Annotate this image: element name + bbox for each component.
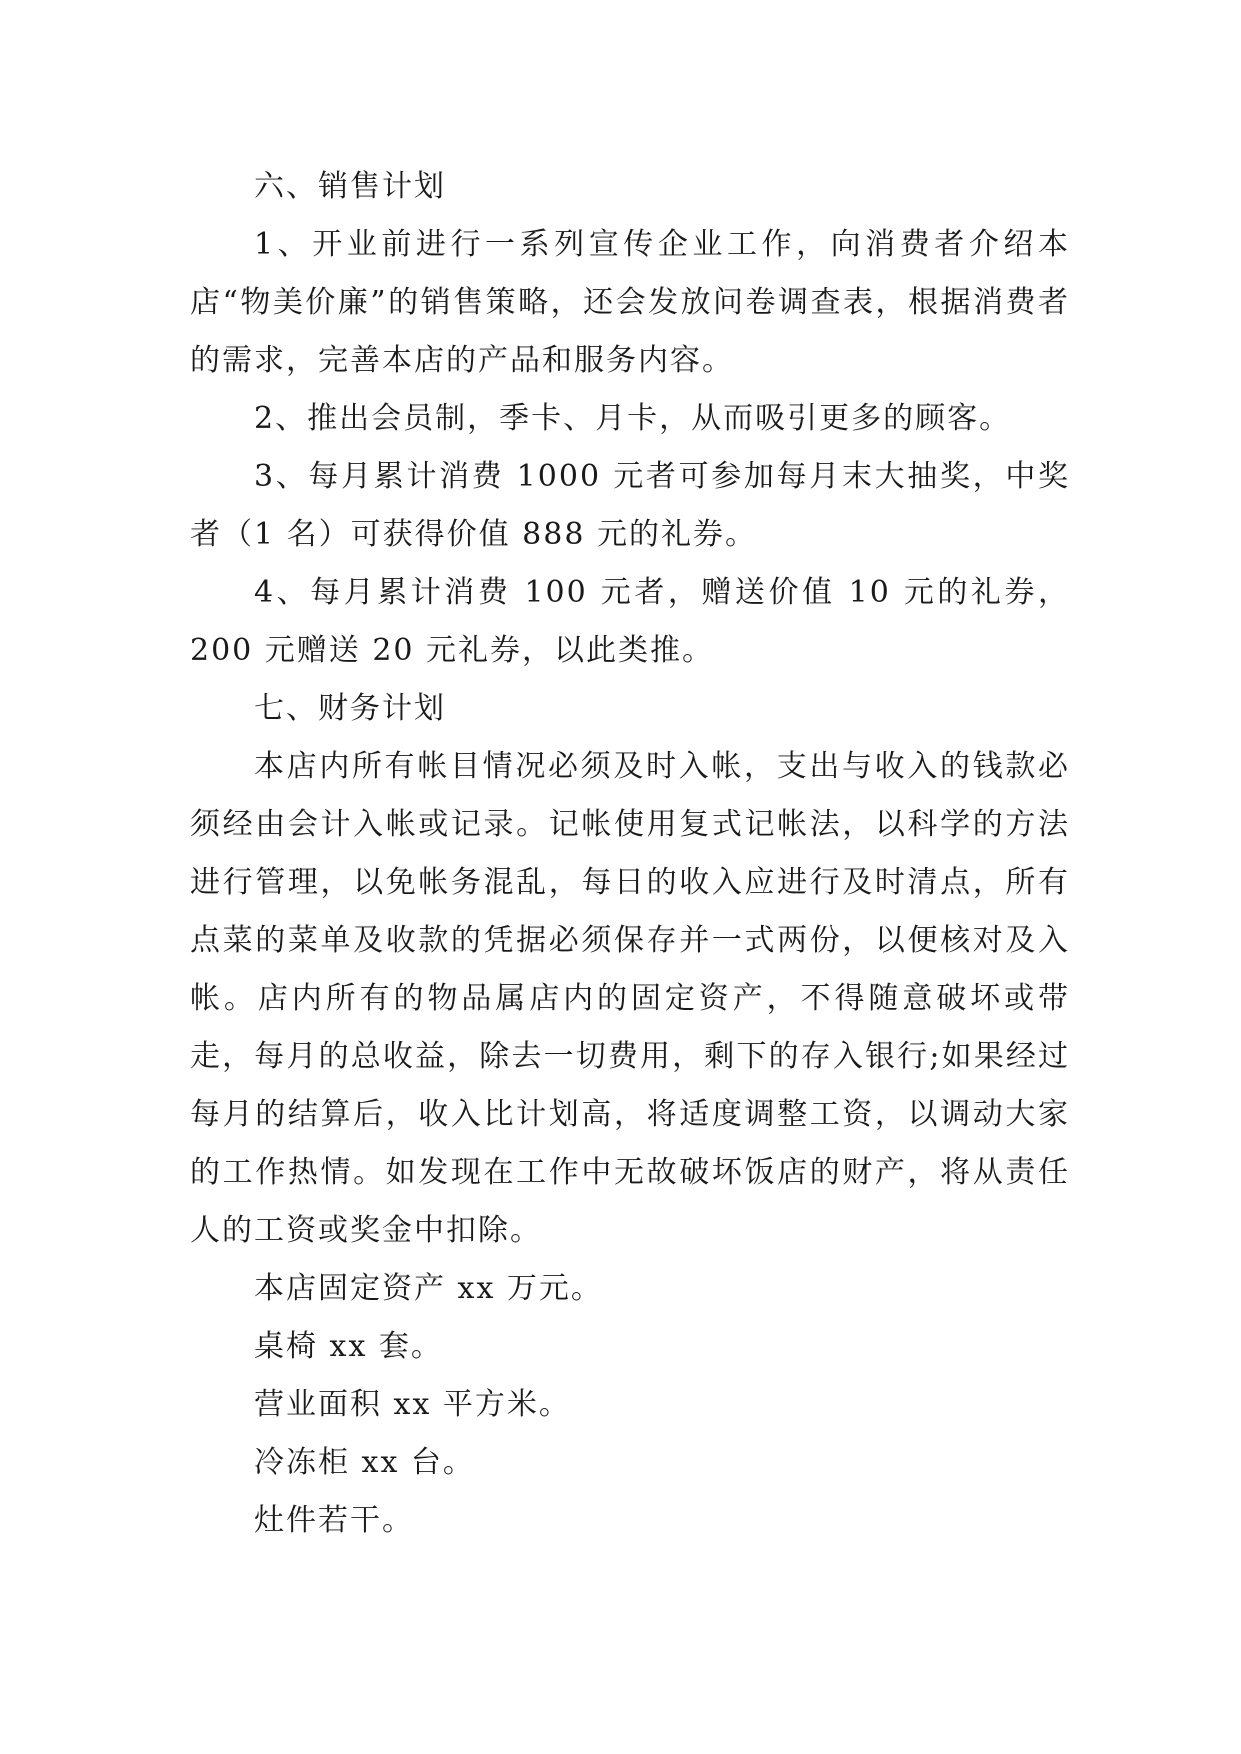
sales-item-4: 4、每月累计消费 100 元者，赠送价值 10 元的礼券，200 元赠送 20 元礼券，以此类推。 xyxy=(190,575,1070,668)
document-page xyxy=(190,158,1070,1550)
sales-item-1: 1、开业前进行一系列宣传企业工作，向消费者介绍本店“物美价廉”的销售策略，还会发放问卷调查表，根据消费者的需求，完善本店的产品和服务内容。 xyxy=(190,227,1070,378)
section-heading-finance-plan: 七、财务计划 xyxy=(254,691,446,726)
sales-item-2: 2、推出会员制，季卡、月卡，从而吸引更多的顾客。 xyxy=(254,401,1012,436)
tables-chairs-line: 桌椅 xx 套。 xyxy=(254,1329,443,1364)
business-area-line: 营业面积 xx 平方米。 xyxy=(254,1387,571,1422)
stoves-line: 灶件若干。 xyxy=(254,1503,414,1538)
section-heading-sales-plan: 六、销售计划 xyxy=(254,169,446,204)
finance-paragraph: 本店内所有帐目情况必须及时入帐，支出与收入的钱款必须经由会计入帐或记录。记帐使用复式记帐法，以科学的方法进行管理，以免帐务混乱，每日的收入应进行及时清点，所有点菜的菜单及收款的凭据必须保存并一式两份，以便核对及入帐。店内所有的物品属店内的固定资产，不得随意破坏或带走，每月的总收益，除去一切费用，剩下的存入银行;如果经过每月的结算后，收入比计划高，将适度调整工资，以调动大家的工作热情。如发现在工作中无故破坏饭店的财产，将从责任人的工资或奖金中扣除。 xyxy=(190,749,1070,1248)
freezers-line: 冷冻柜 xx 台。 xyxy=(254,1445,475,1480)
sales-item-3: 3、每月累计消费 1000 元者可参加每月末大抽奖，中奖者（1 名）可获得价值 888 元的礼券。 xyxy=(190,459,1070,552)
fixed-assets-line: 本店固定资产 xx 万元。 xyxy=(254,1271,603,1306)
